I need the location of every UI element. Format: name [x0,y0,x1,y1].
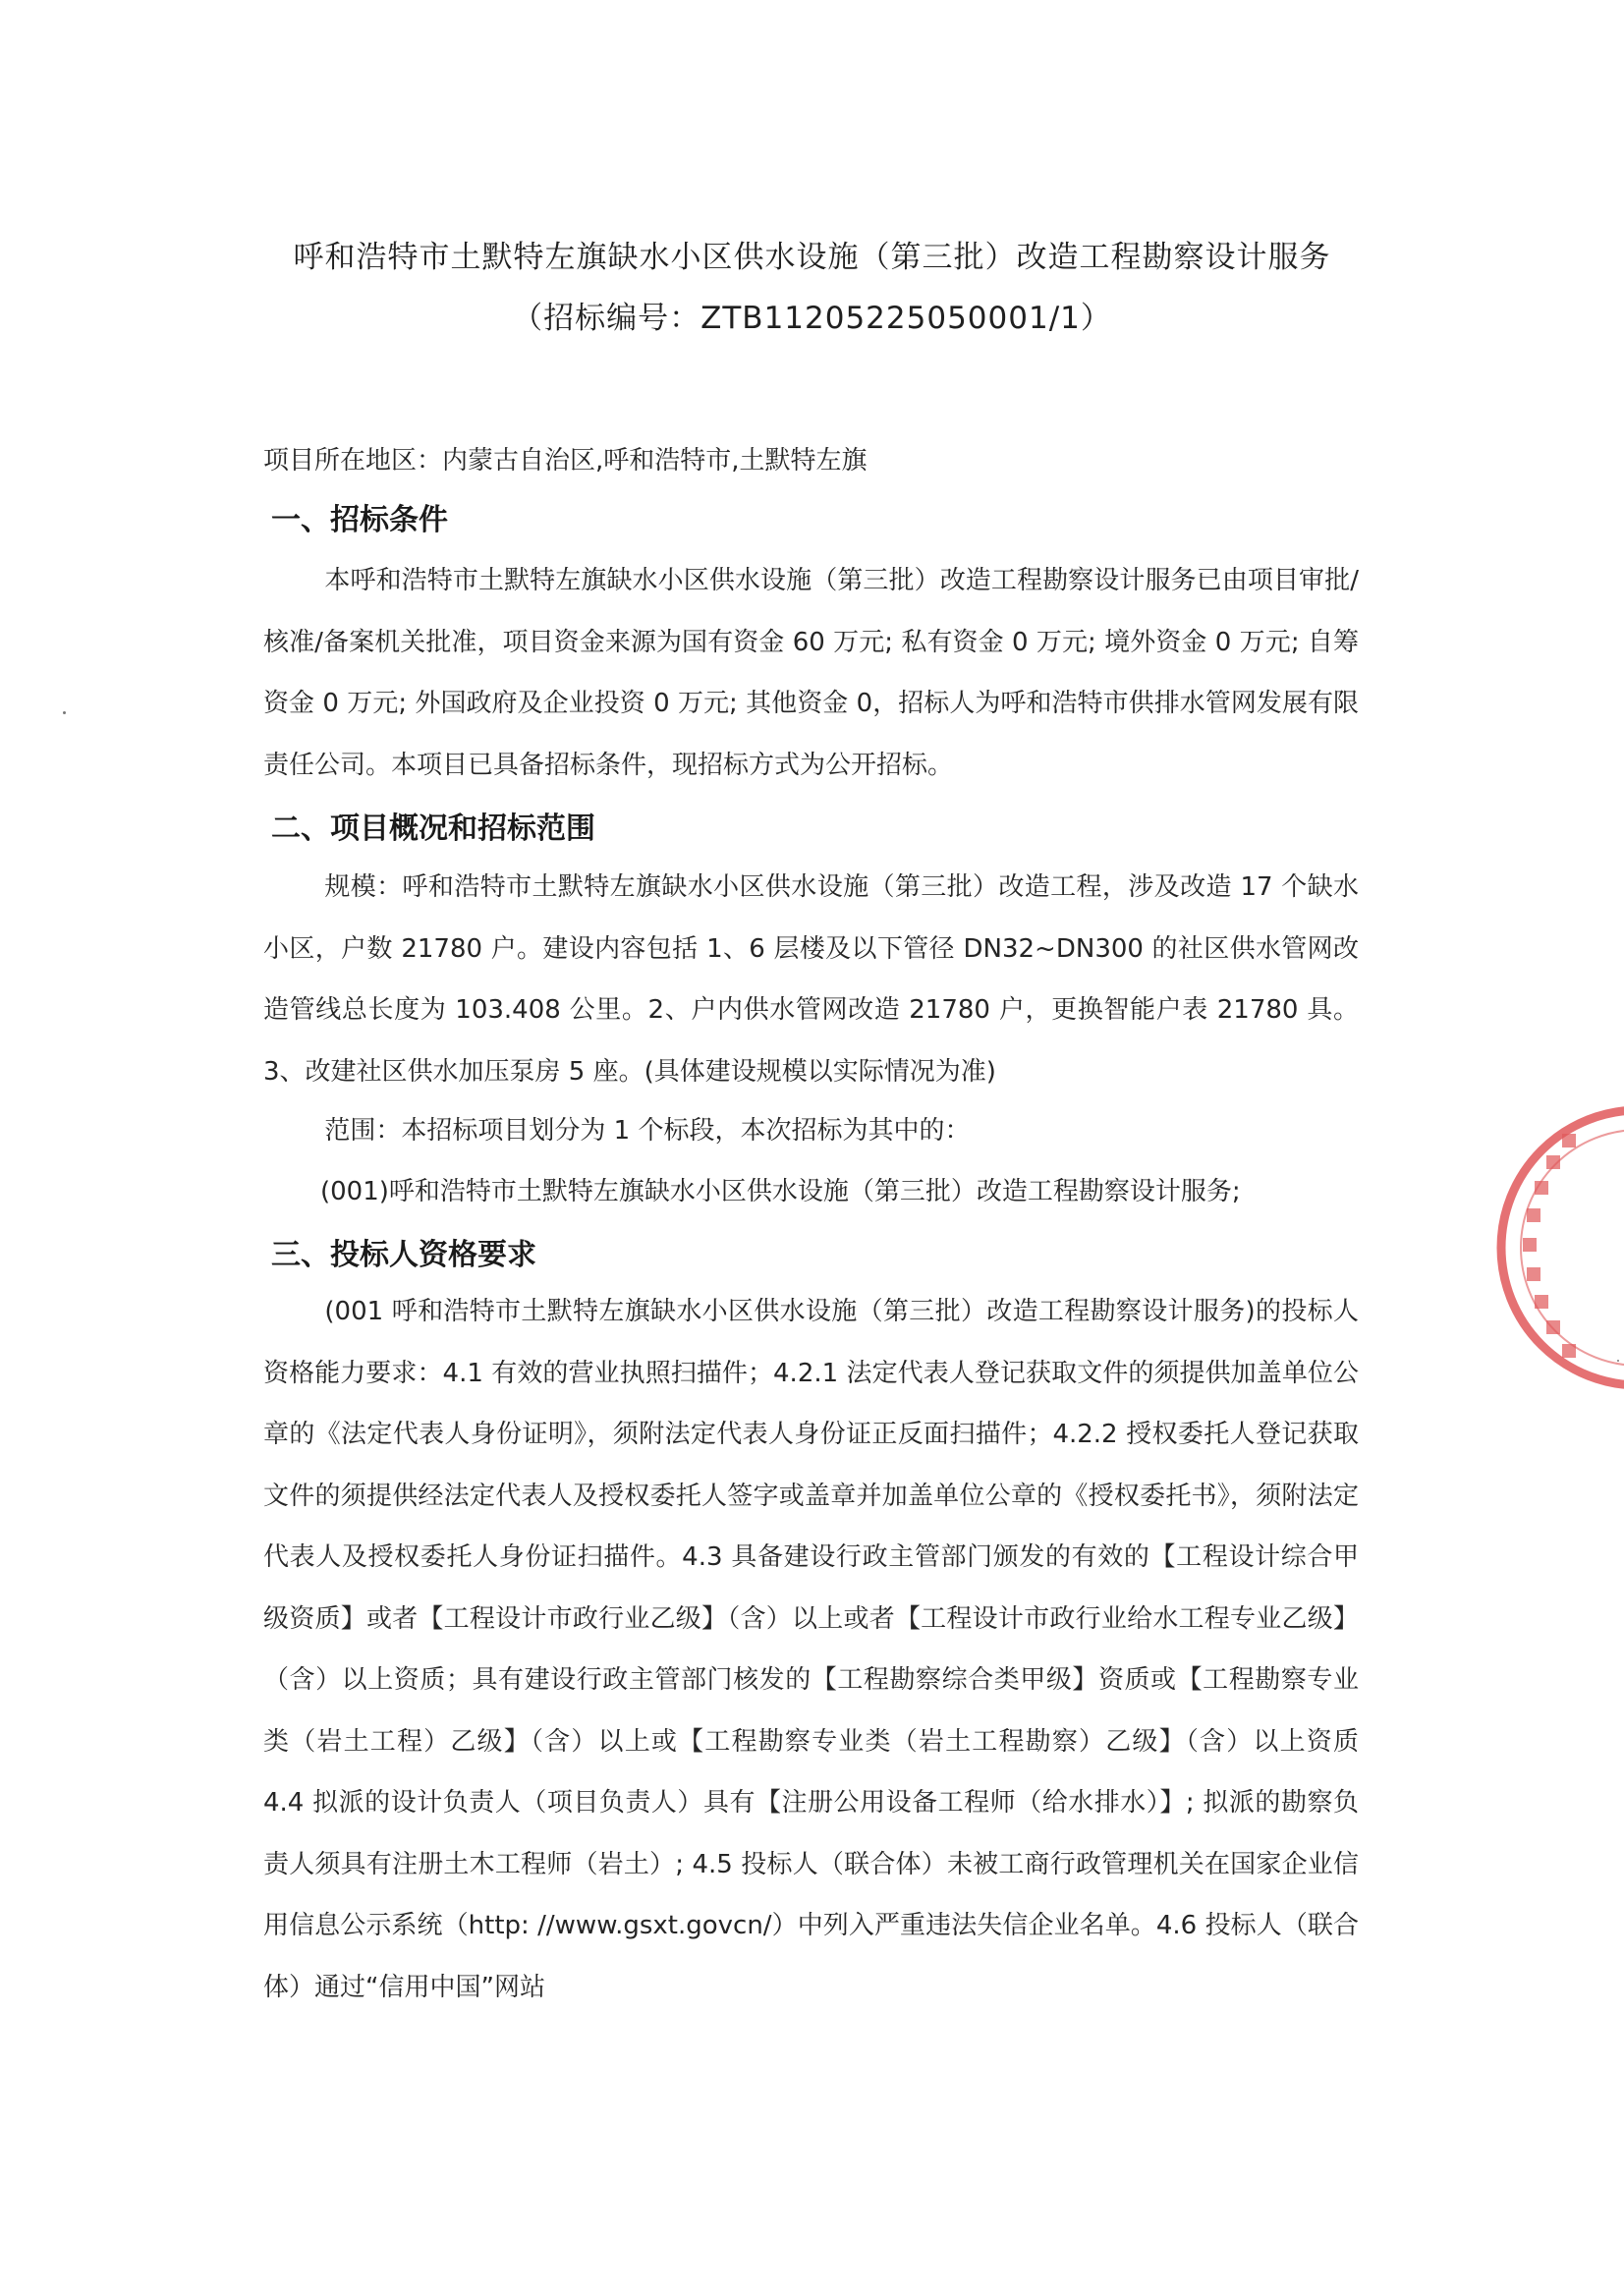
bidder-qualification-text: (001 呼和浩特市土默特左旗缺水小区供水设施（第三批）改造工程勘察设计服务)的投标人资格能力要求：4.1 有效的营业执照扫描件；4.2.1 法定代表人登记获取文件的须提供加盖单位公章的《法定代表人身份证明》，须附法定代表人身份证正反面扫描件；4.2.2 授权委托人登记获取文件的须提供经法定代表人及授权委托人签字或盖章并加盖单位公章的《授权委托书》，须附法定代表人及授权委托人身份证扫描件。4.3 具备建设行政主管部门颁发的有效的【工程设计综合甲级资质】或者【工程设计市政行业乙级】（含）以上或者【工程设计市政行业给水工程专业乙级】（含）以上资质；具有建设行政主管部门核发的【工程勘察综合类甲级】资质或【工程勘察专业类（岩土工程）乙级】（含）以上或【工程勘察专业类（岩土工程勘察）乙级】（含）以上资质 4.4 拟派的设计负责人（项目负责人）具有【注册公用设备工程师（给水排水）】; 拟派的勘察负责人须具有注册土木工程师（岩土）; 4.5 投标人（联合体）未被工商行政管理机关在国家企业信用信息公示系统（http: //www.gsxt.govcn/）中列入严重违法失信企业名单。4.6 投标人（联合体）通过“信用中国”网站 [263,1297,1359,2002]
bid-scope-text: 范围：本招标项目划分为 1 个标段，本次招标为其中的： [324,1116,971,1146]
scan-speck [1617,1360,1619,1362]
red-seal-stamp [1482,1091,1624,1405]
section-heading-bidder-qualification: 三、投标人资格要求 [271,1238,536,1272]
section-heading-project-overview: 二、项目概况和招标范围 [271,812,595,846]
scan-speck [63,711,66,714]
project-location: 项目所在地区：内蒙古自治区,呼和浩特市,土默特左旗 [263,446,868,476]
document-title: 呼和浩特市土默特左旗缺水小区供水设施（第三批）改造工程勘察设计服务 [293,240,1331,275]
bid-lot-text: (001)呼和浩特市土默特左旗缺水小区供水设施（第三批）改造工程勘察设计服务; [320,1177,1241,1206]
bid-number: （招标编号：ZTB11205225050001/1） [512,301,1112,336]
project-scale-text: 规模：呼和浩特市土默特左旗缺水小区供水设施（第三批）改造工程，涉及改造 17 个缺水小区，户数 21780 户。建设内容包括 1、6 层楼及以下管径 DN32~DN300 的社区供水管网改造管线总长度为 103.408 公里。2、户内供水管网改造 21780 户，更换智能户表 21780 具。 3、改建社区供水加压泵房 5 座。(具体建设规模以实际情况为准) [263,872,1359,1087]
bid-conditions-text: 本呼和浩特市土默特左旗缺水小区供水设施（第三批）改造工程勘察设计服务已由项目审批/核准/备案机关批准，项目资金来源为国有资金 60 万元; 私有资金 0 万元; 境外资金 0 万元; 自筹资金 0 万元; 外国政府及企业投资 0 万元; 其他资金 0，招标人为呼和浩特市供排水管网发展有限责任公司。本项目已具备招标条件，现招标方式为公开招标。 [263,566,1359,780]
section-heading-bid-conditions: 一、招标条件 [271,503,448,537]
